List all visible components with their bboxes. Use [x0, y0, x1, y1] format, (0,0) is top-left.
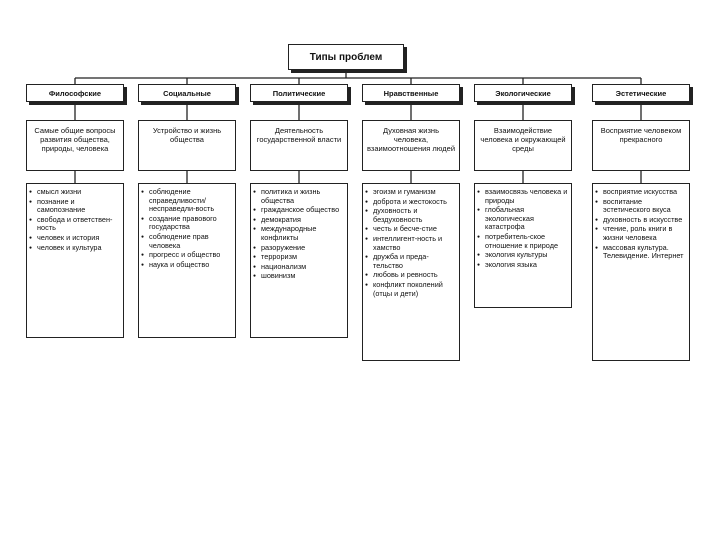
list-item: ● конфликт поколений (отцы и дети): [365, 281, 457, 298]
list-item: ● соблюдение прав человека: [141, 233, 233, 250]
list-philosophical: [26, 183, 124, 338]
category-label: Эстетические: [615, 88, 667, 98]
list-item: ● взаимосвязь человека и природы: [477, 188, 569, 205]
description-text: Деятельность государственной власти: [256, 126, 342, 144]
root-node: [288, 44, 404, 70]
list-social: [138, 183, 236, 338]
list-item: ● глобальная экологическая катастрофа: [477, 206, 569, 232]
list-item: ● разоружение: [253, 244, 345, 253]
description-aesthetic: [592, 120, 690, 171]
list-item: ● потребитель-ское отношение к природе: [477, 233, 569, 250]
list-ecological: [474, 183, 572, 308]
list-item: ● эгоизм и гуманизм: [365, 188, 457, 197]
list-item: ● международные конфликты: [253, 225, 345, 242]
category-label: Социальные: [163, 88, 211, 98]
category-label: Философские: [48, 88, 102, 98]
list-item: ● доброта и жестокость: [365, 198, 457, 207]
list-item: ● массовая культура. Телевидение. Интернет: [595, 244, 687, 261]
root-title: Типы проблем: [309, 51, 383, 63]
description-social: [138, 120, 236, 171]
list-item: ● воспитание эстетического вкуса: [595, 198, 687, 215]
list-item: ● дружба и преда-тельство: [365, 253, 457, 270]
list-item: ● прогресс и общество: [141, 251, 233, 260]
category-philosophical: [26, 84, 124, 102]
category-label: Политические: [272, 88, 326, 98]
list-item: ● честь и бесче-стие: [365, 225, 457, 234]
list-item: ● наука и общество: [141, 261, 233, 270]
description-text: Самые общие вопросы развития общества, природы, человека: [34, 126, 116, 153]
list-item: ● терроризм: [253, 253, 345, 262]
list-item: ● духовность и бездуховность: [365, 207, 457, 224]
description-text: Устройство и жизнь общества: [152, 126, 222, 144]
list-item: ● любовь и ревность: [365, 271, 457, 280]
list-item: ● экология языка: [477, 261, 569, 270]
description-text: Восприятие человеком прекрасного: [600, 126, 682, 144]
list-political: [250, 183, 348, 338]
list-aesthetic: [592, 183, 690, 361]
list-item: ● свобода и ответствен-ность: [29, 216, 121, 233]
description-moral: [362, 120, 460, 171]
category-ecological: [474, 84, 572, 102]
list-item: ● смысл жизни: [29, 188, 121, 197]
list-item: ● восприятие искусства: [595, 188, 687, 197]
list-item: ● шовинизм: [253, 272, 345, 281]
list-item: ● человек и история: [29, 234, 121, 243]
description-philosophical: [26, 120, 124, 171]
category-social: [138, 84, 236, 102]
list-item: ● человек и культура: [29, 244, 121, 253]
category-label: Нравственные: [383, 88, 439, 98]
list-item: ● чтение, роль книги в жизни человека: [595, 225, 687, 242]
list-item: ● духовность в искусстве: [595, 216, 687, 225]
list-item: ● интеллигент-ность и хамство: [365, 235, 457, 252]
list-item: ● политика и жизнь общества: [253, 188, 345, 205]
list-item: ● демократия: [253, 216, 345, 225]
list-item: ● гражданское общество: [253, 206, 345, 215]
list-item: ● экология культуры: [477, 251, 569, 260]
list-item: ● соблюдение справедливости/ несправедли-вость: [141, 188, 233, 214]
category-label: Экологические: [495, 88, 551, 98]
list-item: ● национализм: [253, 263, 345, 272]
description-ecological: [474, 120, 572, 171]
description-text: Взаимодействие человека и окружающей среды: [480, 126, 566, 153]
list-moral: [362, 183, 460, 361]
category-moral: [362, 84, 460, 102]
description-political: [250, 120, 348, 171]
list-item: ● создание правового государства: [141, 215, 233, 232]
list-item: ● познание и самопознание: [29, 198, 121, 215]
description-text: Духовная жизнь человека, взаимоотношения людей: [366, 126, 456, 153]
category-political: [250, 84, 348, 102]
category-aesthetic: [592, 84, 690, 102]
